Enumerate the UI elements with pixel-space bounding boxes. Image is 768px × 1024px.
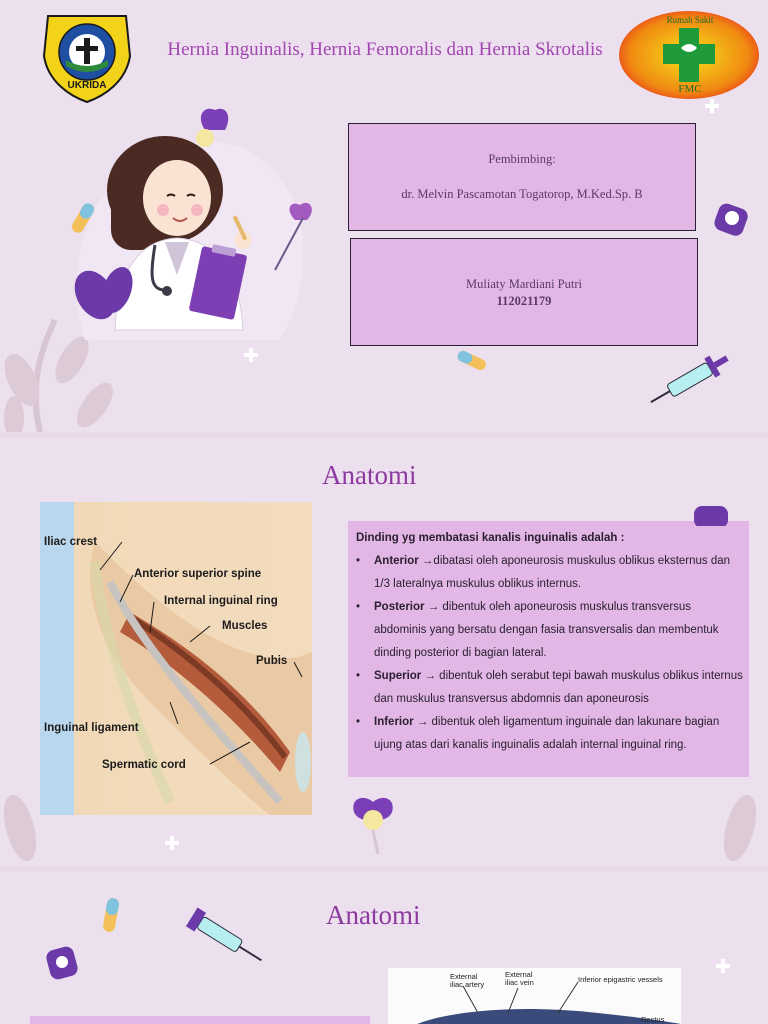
label-internal-inguinal-ring: Internal inguinal ring [164,595,278,607]
author-id: 112021179 [496,294,552,308]
pill-icon [68,200,98,236]
label-anterior-superior-spine: Anterior superior spine [134,568,262,580]
supervisor-name: dr. Melvin Pascamotan Togatorop, M.Ked.Sp. B [401,187,643,201]
ukrida-logo [38,10,136,104]
doctor-illustration [55,100,345,350]
list-item [356,550,744,596]
plus-icon [242,346,260,364]
item-desc: →dibatasi oleh aponeurosis muskulus oblikus eksternus dan 1/3 lateralnya muskulus oblikus internus. [374,555,731,590]
leaf-decoration-icon [700,778,768,866]
syringe-icon [176,900,272,974]
wall-list [356,550,744,757]
textbox-heading: Dinding yg membatasi kanalis inguinalis adalah : [356,532,625,544]
list-item [356,665,744,711]
author-name: Muliaty Mardiani Putri [466,277,582,291]
label-inferior-epigastric-vessels: Inferior epigastric vessels [578,975,663,984]
section-heading: Anatomi [326,900,421,930]
label-iliac-crest: Iliac crest [44,536,98,548]
item-term: Superior [374,670,422,682]
label-inguinal-ligament: Inguinal ligament [44,722,139,734]
fmc-hospital-logo [619,10,760,100]
label-external-iliac-vein: External iliac vein [505,970,534,987]
item-desc: → dibentuk oleh ligamentum inguinale dan lakunare bagian ujung atas dari kanalis inguinalis adalah internal inguinal ring. [374,716,720,751]
item-term: Inferior [374,716,414,728]
author-box [350,238,698,346]
label-pubis: Pubis [256,655,288,667]
anatomy-slide-1 [0,438,768,866]
list-item [356,711,744,757]
fmc-logo-top-text: Rumah Sakit [666,15,714,25]
section-heading: Anatomi [322,460,417,490]
syringe-icon [645,345,740,413]
inguinal-anatomy-figure [40,502,312,815]
pill-icon [455,346,489,374]
ukrida-logo-text: UKRIDA [67,80,107,91]
label-external-iliac-artery: External iliac artery [450,972,485,989]
item-term: Anterior [374,555,419,567]
plus-icon [703,97,721,115]
bandage-icon [44,942,84,986]
anatomy-slide-2 [0,872,768,1024]
supervisor-box [348,123,696,231]
bandage-icon [710,198,754,242]
text-box-partial [30,1016,370,1024]
fmc-logo-bottom-text: FMC [678,83,702,95]
plus-icon [714,957,732,975]
flower-icon [348,794,398,854]
bandage-icon [690,496,734,526]
label-rectus: Rectus [641,1015,665,1024]
list-item [356,596,744,665]
canal-walls-textbox [348,521,749,777]
label-spermatic-cord: Spermatic cord [102,759,186,771]
title-slide [0,0,768,432]
item-desc: → dibentuk oleh aponeurosis muskulus transversus abdominis yang bersatu dengan fasia transversalis dan membentuk dinding posterior di bagian lateral. [374,601,719,659]
pill-icon [100,896,122,936]
label-muscles: Muscles [222,620,268,632]
plus-icon [163,834,181,852]
vessels-anatomy-figure [388,968,681,1024]
page-title: Hernia Inguinalis, Hernia Femoralis dan Hernia Skrotalis [167,39,603,60]
item-term: Posterior [374,601,425,613]
supervisor-label: Pembimbing: [488,152,556,166]
item-desc: → dibentuk oleh serabut tepi bawah muskulus oblikus internus dan muskulus transversus abdomnis dan aponeurosis [374,670,743,705]
